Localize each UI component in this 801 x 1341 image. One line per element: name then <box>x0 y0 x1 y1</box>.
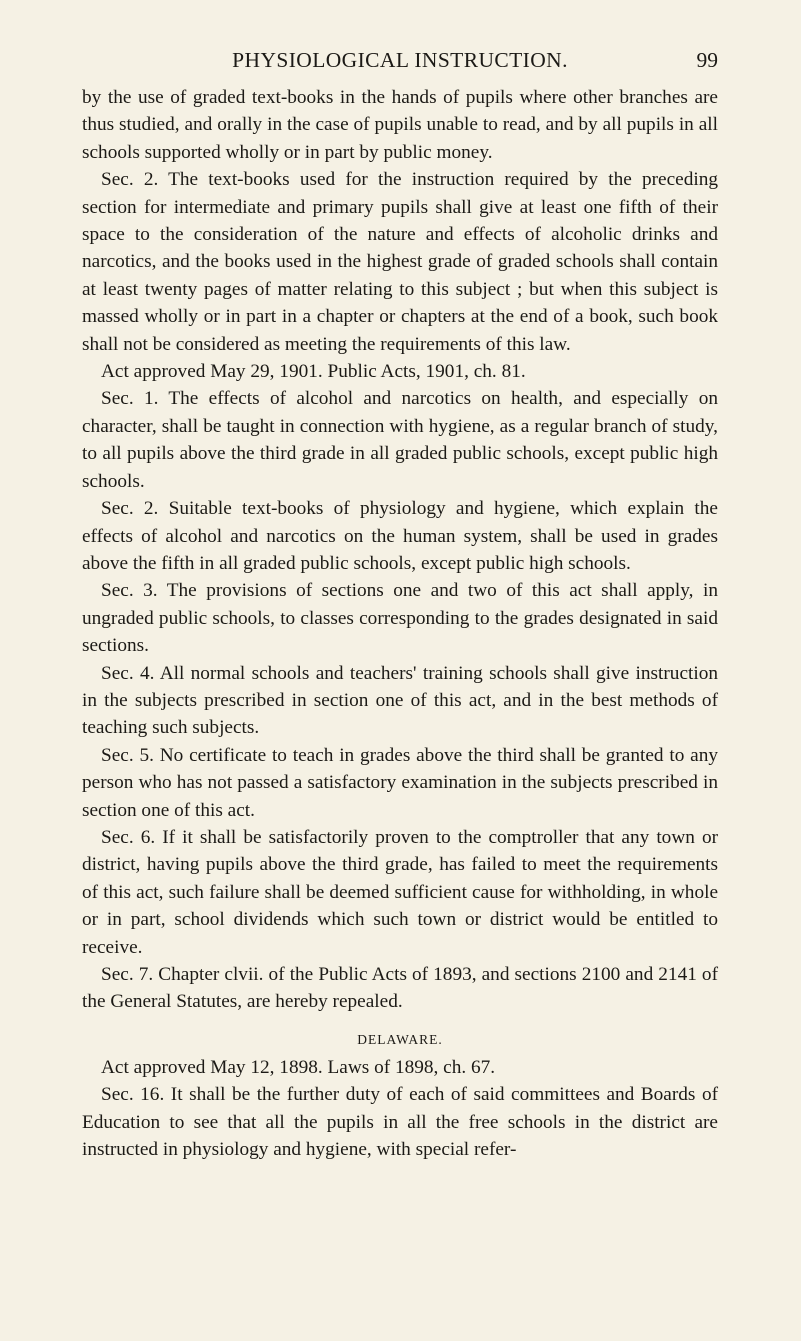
paragraph-act-1901: Act approved May 29, 1901. Public Acts, 1901, ch. 81. <box>101 361 526 383</box>
section-heading-delaware: DELAWARE. <box>357 1031 443 1047</box>
page-number: 99 <box>696 48 718 72</box>
paragraph-sec-7: Sec. 7. Chapter clvii. of the Public Acts of 1893, and sections 2100 and 2141 of the General Statutes, are hereby repealed. <box>82 964 718 1013</box>
paragraph-sec-1: Sec. 1. The effects of alcohol and narcotics on health, and especially on character, shall be taught in connection with hygiene, as a regular branch of study, to all pupils above the third grade in all graded public schools, except public high schools. <box>82 388 718 492</box>
paragraph-act-1898: Act approved May 12, 1898. Laws of 1898, ch. 67. <box>101 1056 496 1078</box>
body-text <box>82 84 718 1163</box>
paragraph-sec-2: Sec. 2. The text-books used for the instruction required by the preceding section for intermediate and primary pupils shall give at least one fifth of their space to the consideration of the nature and effects of alcoholic drinks and narcotics, and the books used in the highest grade of graded schools shall contain at least twenty pages of matter relating to this subject ; but when this subject is massed wholly or in part in a chapter or chapters at the end of a book, such book shall not be considered as meeting the requirements of this law. <box>82 169 718 355</box>
paragraph-sec-5: Sec. 5. No certificate to teach in grades above the third shall be granted to any person who has not passed a satisfactory examination in the subjects prescribed in section one of this act. <box>82 744 718 821</box>
running-header <box>82 48 718 76</box>
paragraph-sec-2-textbooks: Sec. 2. Suitable text-books of physiology and hygiene, which explain the effects of alcohol and narcotics on the human system, shall be used in grades above the fifth in all graded public schools, except public high schools. <box>82 498 718 574</box>
paragraph-sec-16: Sec. 16. It shall be the further duty of each of said committees and Boards of Education to see that all the pupils in all the free schools in the district are instructed in physiology and hygiene, with special refer- <box>82 1084 718 1161</box>
paragraph-continuation: by the use of graded text-books in the hands of pupils where other branches are thus studied, and orally in the case of pupils unable to read, and by all pupils in all schools supported wholly or in part by public money. <box>82 87 718 163</box>
paragraph-sec-3: Sec. 3. The provisions of sections one and two of this act shall apply, in ungraded public schools, to classes corresponding to the grades designated in said sections. <box>82 580 718 657</box>
book-page <box>82 48 718 1163</box>
running-title: PHYSIOLOGICAL INSTRUCTION. <box>232 48 568 72</box>
paragraph-sec-4: Sec. 4. All normal schools and teachers' training schools shall give instruction in the subjects prescribed in section one of this act, and in the best methods of teaching such subjects. <box>82 662 718 739</box>
paragraph-sec-6: Sec. 6. If it shall be satisfactorily proven to the comptroller that any town or district, having pupils above the third grade, has failed to meet the requirements of this act, such failure shall be deemed sufficient cause for withholding, in whole or in part, school dividends which such town or district would be entitled to receive. <box>82 826 718 958</box>
